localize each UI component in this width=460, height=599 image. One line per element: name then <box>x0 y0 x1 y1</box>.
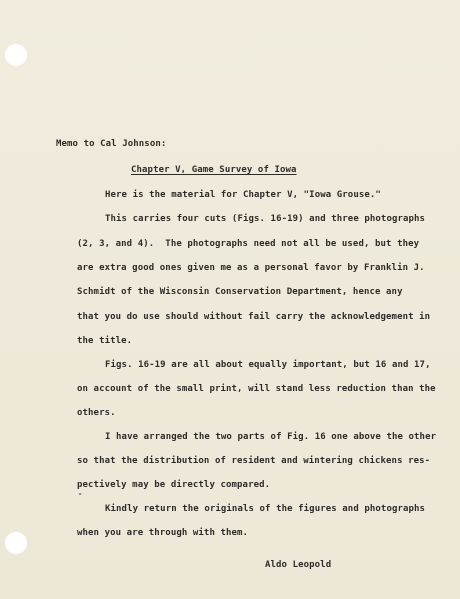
memo-line: This carries four cuts (Figs. 16-19) and three photographs <box>105 214 426 224</box>
memo-line: that you do use should without fail carry the acknowledgement in <box>77 312 431 322</box>
memo-signature: Aldo Leopold <box>265 560 332 570</box>
punch-hole <box>5 532 27 554</box>
memo-line: so that the distribution of resident and wintering chickens res- <box>77 456 431 466</box>
memo-line: are extra good ones given me as a personal favor by Franklin J. <box>77 263 425 273</box>
memo-salutation: Memo to Cal Johnson: <box>56 139 167 149</box>
punch-hole <box>5 44 27 66</box>
memo-line: Here is the material for Chapter V, "Iowa Grouse." <box>105 190 381 200</box>
memo-line: Figs. 16-19 are all about equally important, but 16 and 17, <box>105 360 431 370</box>
memo-line: Schmidt of the Wisconsin Conservation Department, hence any <box>77 287 403 297</box>
memo-line: the title. <box>77 336 133 346</box>
memo-line: I have arranged the two parts of Fig. 16 one above the other <box>105 432 437 442</box>
memo-line: when you are through with them. <box>77 528 249 538</box>
stray-mark: - <box>78 490 83 498</box>
memo-line: on account of the small print, will stand less reduction than the <box>77 384 436 394</box>
memo-line: Kindly return the originals of the figures and photographs <box>105 504 426 514</box>
memo-line: pectively may be directly compared. <box>77 480 271 490</box>
memo-line: others. <box>77 408 116 418</box>
memo-heading: Chapter V, Game Survey of Iowa <box>131 165 297 175</box>
memo-line: (2, 3, and 4). The photographs need not all be used, but they <box>77 239 420 249</box>
